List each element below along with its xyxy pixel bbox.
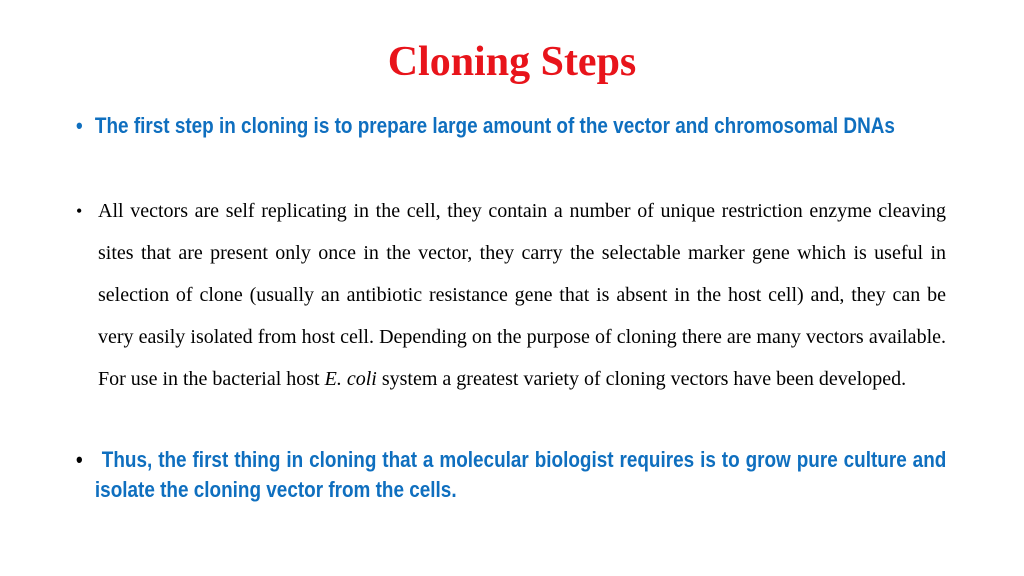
bullet-item-1 xyxy=(76,111,946,141)
bullet-dot: • xyxy=(76,447,83,472)
bullet-text-2-part-2: system a greatest variety of cloning vectors have been developed. xyxy=(376,368,907,390)
bullet-item-2 xyxy=(76,190,946,400)
bullet-text-2-part-1: All vectors are self replicating in the cell, they contain a number of unique restriction enzyme cleaving sites that are present only once in the vector, they carry the selectable marker gene which is useful in selection of clone (usually an antibiotic resistance gene that is absent in the host cell) and, they can be very easily isolated from host cell. Depending on the purpose of cloning there are many vectors available. For use in the bacterial host xyxy=(98,200,946,390)
bullet-item-3 xyxy=(76,445,946,505)
organism-name: E. coli xyxy=(324,368,377,390)
slide-title: Cloning Steps xyxy=(387,39,637,85)
bullet-dot: • xyxy=(76,201,83,221)
bullet-text-3: Thus, the first thing in cloning that a molecular biologist requires is to grow pure culture and isolate the cloning vector from the cells. xyxy=(94,447,947,502)
bullet-text-1: The first step in cloning is to prepare large amount of the vector and chromosomal DNAs xyxy=(94,113,895,138)
bullet-dot: • xyxy=(76,113,83,138)
bullet-text-2 xyxy=(98,190,946,400)
